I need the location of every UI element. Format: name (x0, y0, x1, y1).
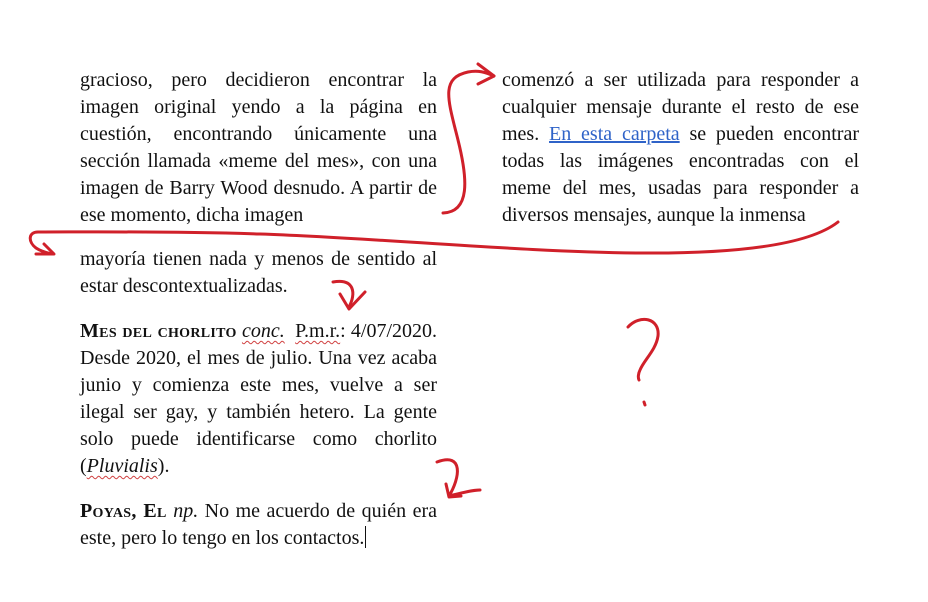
paragraph-continuation: mayoría tienen nada y menos de sentido al estar descontextualizadas. (80, 248, 437, 297)
entry-headword: Poyas, El (80, 500, 167, 522)
flow-arrowhead-right (478, 64, 494, 84)
flow-arrow-left-to-right (443, 71, 494, 213)
flow-arrow-to-entry-poyas (437, 460, 480, 496)
entry-pmr: P.m.r. (295, 320, 341, 342)
question-mark-label: ? (0, 0, 1, 1)
paragraph-meme-del-mes-continued (502, 67, 859, 229)
left-column-bottom (80, 246, 437, 552)
flow-arrowhead-left (36, 244, 54, 254)
question-mark-dot (644, 402, 645, 405)
entry-body: : 4/07/2020. Desde 2020, el mes de julio. Una vez acaba junio y comienza este mes, vuelve a ser ilegal ser gay, y también hetero. La gente solo puede identificarse como chorlito ( (80, 320, 438, 477)
paragraph-meme-del-mes-end: gracioso, pero decidieron encontrar la imagen original yendo a la página en cuestión, encontrando únicamente una sección llamada «meme del mes», con una imagen de Barry Wood desnudo. A partir de ese momento, dicha imagen (80, 69, 437, 226)
text-before-link: comenzó a ser utilizada para responder a cualquier mensaje durante el resto de ese mes. (502, 69, 859, 145)
entry-headword: Mes del chorlito (80, 320, 237, 342)
entry-poyas-el (80, 498, 437, 552)
paragraph-gap (80, 480, 437, 498)
carpeta-link[interactable]: En esta carpeta (549, 123, 680, 145)
question-mark-icon (628, 319, 658, 380)
entry-body: No me acuerdo de quién era este, pero lo tengo en los contactos. (80, 500, 437, 549)
flow-arrowhead-entry-poyas (446, 484, 461, 497)
paragraph-gap (80, 300, 437, 318)
entry-tail: ). (157, 455, 170, 477)
text-cursor (365, 526, 366, 548)
left-column-top (80, 67, 437, 229)
entry-species: Pluvialis (86, 455, 158, 477)
entry-pos: np. (173, 500, 199, 522)
entry-pos: conc. (241, 320, 285, 342)
text-after-link: se pueden encontrar todas las imágenes encontradas con el meme del mes, usadas para responder a diversos mensajes, aunque la inmensa (502, 123, 860, 226)
right-column-top (502, 67, 859, 229)
entry-mes-del-chorlito (80, 318, 437, 480)
